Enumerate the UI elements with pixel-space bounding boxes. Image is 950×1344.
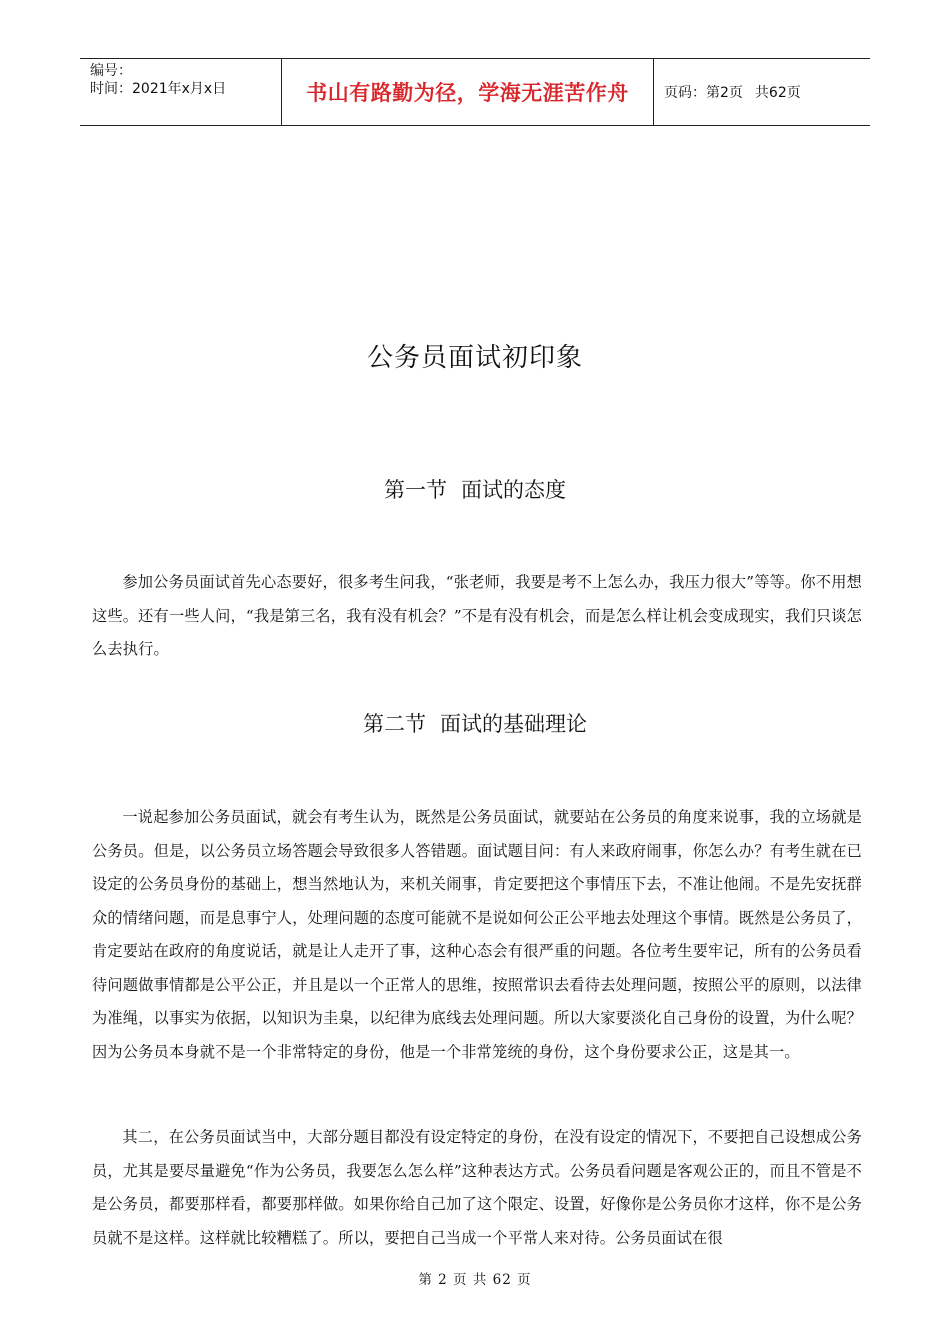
page-footer: 第 2 页 共 62 页 <box>418 1272 532 1288</box>
section-heading-2 <box>0 708 950 738</box>
document-time-label: 时间：2021年x月x日 <box>90 81 227 97</box>
paragraph: 参加公务员面试首先心态要好，很多考生问我，“张老师，我要是考不上怎么办，我压力很大”等等。你不用想这些。还有一些人问，“我是第三名，我有没有机会？”不是有没有机会，而是怎么样让机会变成现实，我们只谈怎么去执行。 <box>92 573 862 658</box>
header-page-cell <box>654 59 870 125</box>
paragraph: 一说起参加公务员面试，就会有考生认为，既然是公务员面试，就要站在公务员的角度来说事，我的立场就是公务员。但是，以公务员立场答题会导致很多人答错题。面试题目问：有人来政府闹事，你怎么办？有考生就在已设定的公务员身份的基础上，想当然地认为，来机关闹事，肯定要把这个事情压下去，不准让他闹。不是先安抚群众的情绪问题，而是息事宁人，处理问题的态度可能就不是说如何公正公平地去处理这个事情。既然是公务员了，肯定要站在政府的角度说话，就是让人走开了事，这种心态会有很严重的问题。各位考生要牢记，所有的公务员看待问题做事情都是公平公正，并且是以一个正常人的思维，按照常识去看待去处理问题，按照公平的原则，以法律为准绳，以事实为依据，以知识为圭臬，以纪律为底线去处理问题。所以大家要淡化自己身份的设置，为什么呢？因为公务员本身就不是一个非常特定的身份，他是一个非常笼统的身份，这个身份要求公正，这是其一。 <box>92 808 862 1061</box>
header-total-label: 共62页 <box>754 85 801 101</box>
section-heading-1 <box>0 474 950 504</box>
header-table <box>80 58 870 126</box>
document-title: 公务员面试初印象 <box>366 343 583 373</box>
header-motto-cell <box>281 59 654 125</box>
section-title: 面试的态度 <box>461 478 566 502</box>
document-number-label: 编号： <box>90 63 132 79</box>
header-meta <box>80 59 281 125</box>
paragraph: 其二，在公务员面试当中，大部分题目都没有设定特定的身份，在没有设定的情况下，不要把自己设想成公务员，尤其是要尽量避免“作为公务员，我要怎么怎么样”这种表达方式。公务员看问题是客观公正的，而且不管是不是公务员，都要那样看，都要那样做。如果你给自己加了这个限定、设置，好像你是公务员你才这样，你不是公务员就不是这样。这样就比较糟糕了。所以，要把自己当成一个平常人来对待。公务员面试在很 <box>92 1128 862 1247</box>
section-title: 面试的基础理论 <box>440 712 587 736</box>
header-page-label: 页码：第2页 <box>664 85 743 101</box>
section-number: 第一节 <box>384 478 447 502</box>
header-motto: 书山有路勤为径，学海无涯苦作舟 <box>306 81 629 105</box>
section-number: 第二节 <box>363 712 426 736</box>
